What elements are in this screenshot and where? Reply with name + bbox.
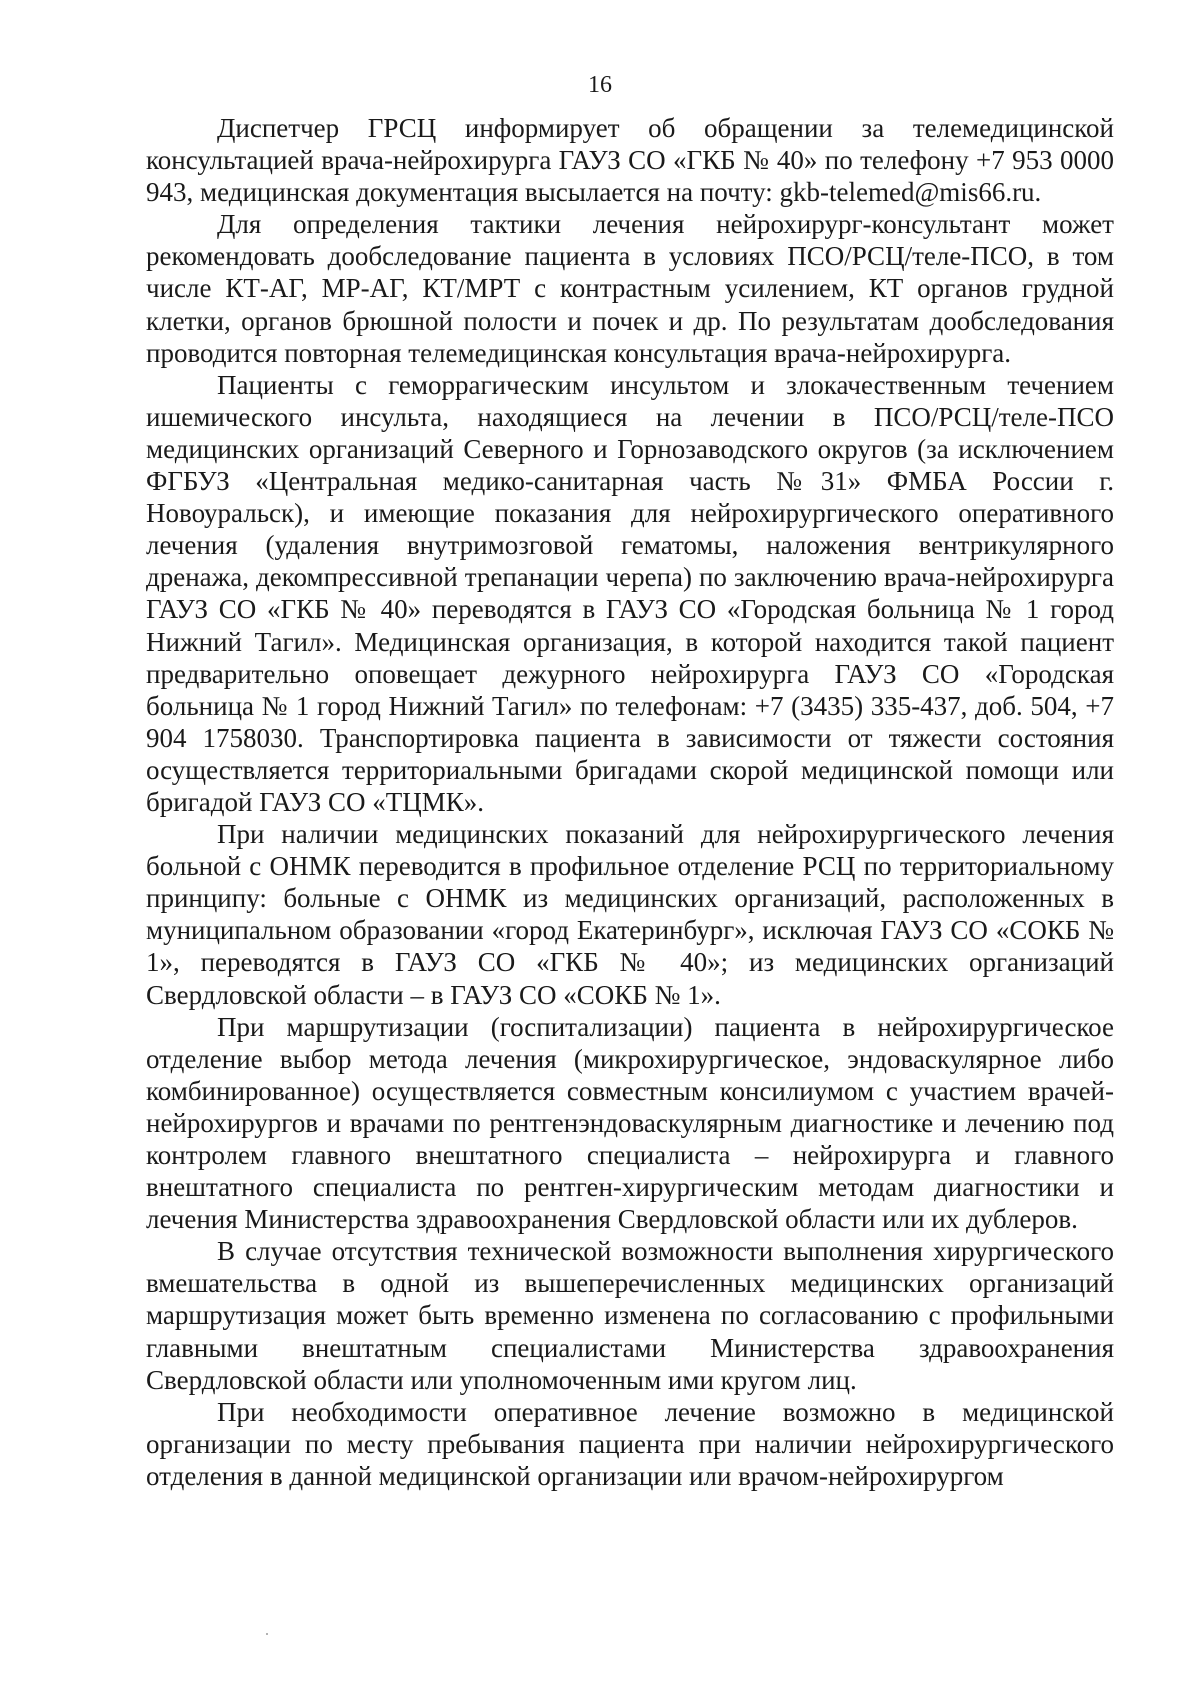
scan-speck [266, 1633, 268, 1635]
paragraph-territorial-principle: При наличии медицинских показаний для нейрохирургического лечения больной с ОНМК переводится в профильное отделение РСЦ по территориальному принципу: больные с ОНМК из медицинских организаций, расположенных в муниципальном образовании «город Екатеринбург», исключая ГАУЗ СО «СОКБ № 1», переводятся в ГАУЗ СО «ГКБ № 40»; из медицинских организаций Свердловской области – в ГАУЗ СО «СОКБ № 1». [146, 819, 1114, 1010]
paragraph-local-surgery: При необходимости оперативное лечение возможно в медицинской организации по месту пребывания пациента при наличии нейрохирургического отделения в данной медицинской организации или врачом-нейрохирургом [146, 1396, 1114, 1491]
paragraph-treatment-tactics: Для определения тактики лечения нейрохирург-консультант может рекомендовать дообследование пациента в условиях ПСО/РСЦ/теле-ПСО, в том числе КТ-АГ, МР-АГ, КТ/МРТ с контрастным усилением, КТ органов грудной клетки, органов брюшной полости и почек и др. По результатам дообследования проводится повторная телемедицинская консультация врача-нейрохирурга. [146, 209, 1114, 368]
paragraph-technical-absence: В случае отсутствия технической возможности выполнения хирургического вмешательства в одной из вышеперечисленных медицинских организаций маршрутизация может быть временно изменена по согласованию с профильными главными внештатным специалистами Министерства здравоохранения Свердловской области или уполномоченным ими кругом лиц. [146, 1236, 1114, 1395]
page-number: 16 [588, 72, 612, 98]
paragraph-routing-consilium: При маршрутизации (госпитализации) пациента в нейрохирургическое отделение выбор метода лечения (микрохирургическое, эндоваскулярное либо комбинированное) осуществляется совместным консилиумом с участием врачей-нейрохирургов и врачами по рентгенэндоваскулярным диагностике и лечению под контролем главного внештатного специалиста – нейрохирурга и главного внештатного специалиста по рентген-хирургическим методам диагностики и лечения Министерства здравоохранения Свердловской области или их дублеров. [146, 1011, 1114, 1235]
paragraph-dispatcher-info: Диспетчер ГРСЦ информирует об обращении за телемедицинской консультацией врача-нейрохирурга ГАУЗ СО «ГКБ № 40» по телефону +7 953 0000 943, медицинская документация высылается на почту: gkb-telemed@mis66.ru. [146, 113, 1114, 208]
paragraph-hemorrhagic-stroke-transfer: Пациенты с геморрагическим инсультом и злокачественным течением ишемического инсульта, находящиеся на лечении в ПСО/РСЦ/теле-ПСО медицинских организаций Северного и Горнозаводского округов (за исключением ФГБУЗ «Центральная медико-санитарная часть №31» ФМБА России г. Новоуральск), и имеющие показания для нейрохирургического оперативного лечения (удаления внутримозговой гематомы, наложения вентрикулярного дренажа, декомпрессивной трепанации черепа) по заключению врача-нейрохирурга ГАУЗ СО «ГКБ № 40» переводятся в ГАУЗ СО «Городская больница № 1 город Нижний Тагил». Медицинская организация, в которой находится такой пациент предварительно оповещает дежурного нейрохирурга ГАУЗ СО «Городская больница № 1 город Нижний Тагил» по телефонам: +7 (3435) 335-437, доб. 504, +7 904 1758030. Транспортировка пациента в зависимости от тяжести состояния осуществляется территориальными бригадами скорой медицинской помощи или бригадой ГАУЗ СО «ТЦМК». [146, 369, 1114, 817]
document-body [146, 112, 1114, 1492]
